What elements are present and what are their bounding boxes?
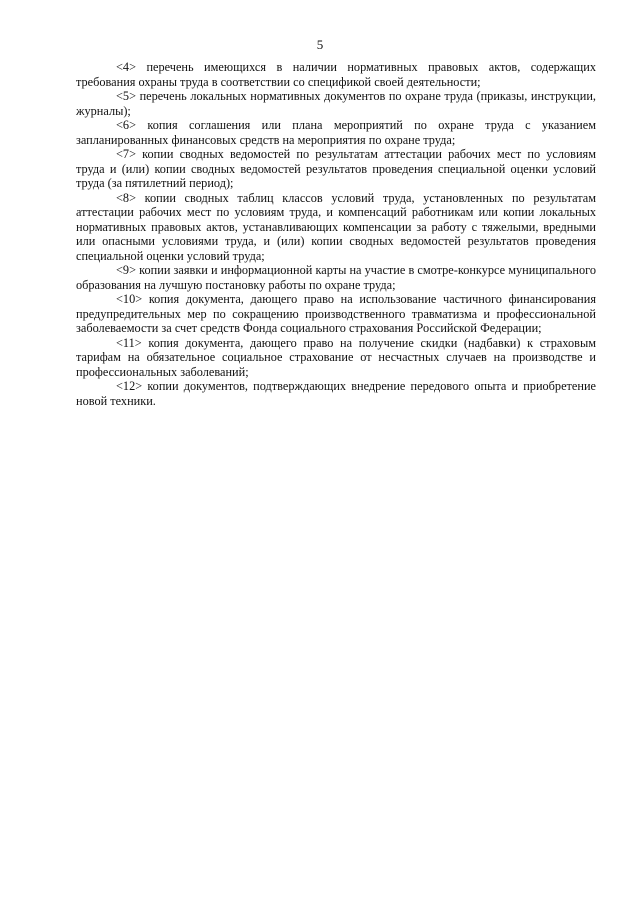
document-body [76,60,596,408]
list-item: <7> копии сводных ведомостей по результатам аттестации рабочих мест по условиям труда и (или) копии сводных ведомостей результатов проведения специальной оценки условий труда (за пятилетний период); [76,147,596,190]
list-item: <10> копия документа, дающего право на использование частичного финансирования предупредительных мер по сокращению производственного травматизма и профессиональной заболеваемости за счет средств Фонда социального страхования Российской Федерации; [76,292,596,335]
list-item: <6> копия соглашения или плана мероприятий по охране труда с указанием запланированных финансовых средств на мероприятия по охране труда; [76,118,596,147]
list-item: <11> копия документа, дающего право на получение скидки (надбавки) к страховым тарифам на обязательное социальное страхование от несчастных случаев на производстве и профессиональных заболеваний; [76,335,596,379]
list-item: <12> копии документов, подтверждающих внедрение передового опыта и приобретение новой техники. [76,379,596,408]
list-item: <5> перечень локальных нормативных документов по охране труда (приказы, инструкции, журналы); [76,89,596,118]
list-item: <9> копии заявки и информационной карты на участие в смотре-конкурсе муниципального образования на лучшую постановку работы по охране труда; [76,263,596,292]
list-item: <8> копии сводных таблиц классов условий труда, установленных по результатам аттестации рабочих мест по условиям труда, и компенсаций работникам или копии локальных нормативных правовых актов, устанавливающих компенсации за работу с тяжелыми, вредными или опасными условиями труда, и (или) копии сводных ведомостей результатов проведения специальной оценки условий труда; [76,190,596,263]
page-number: 5 [316,37,324,52]
list-item: <4> перечень имеющихся в наличии нормативных правовых актов, содержащих требования охраны труда в соответствии со спецификой своей деятельности; [76,60,596,89]
